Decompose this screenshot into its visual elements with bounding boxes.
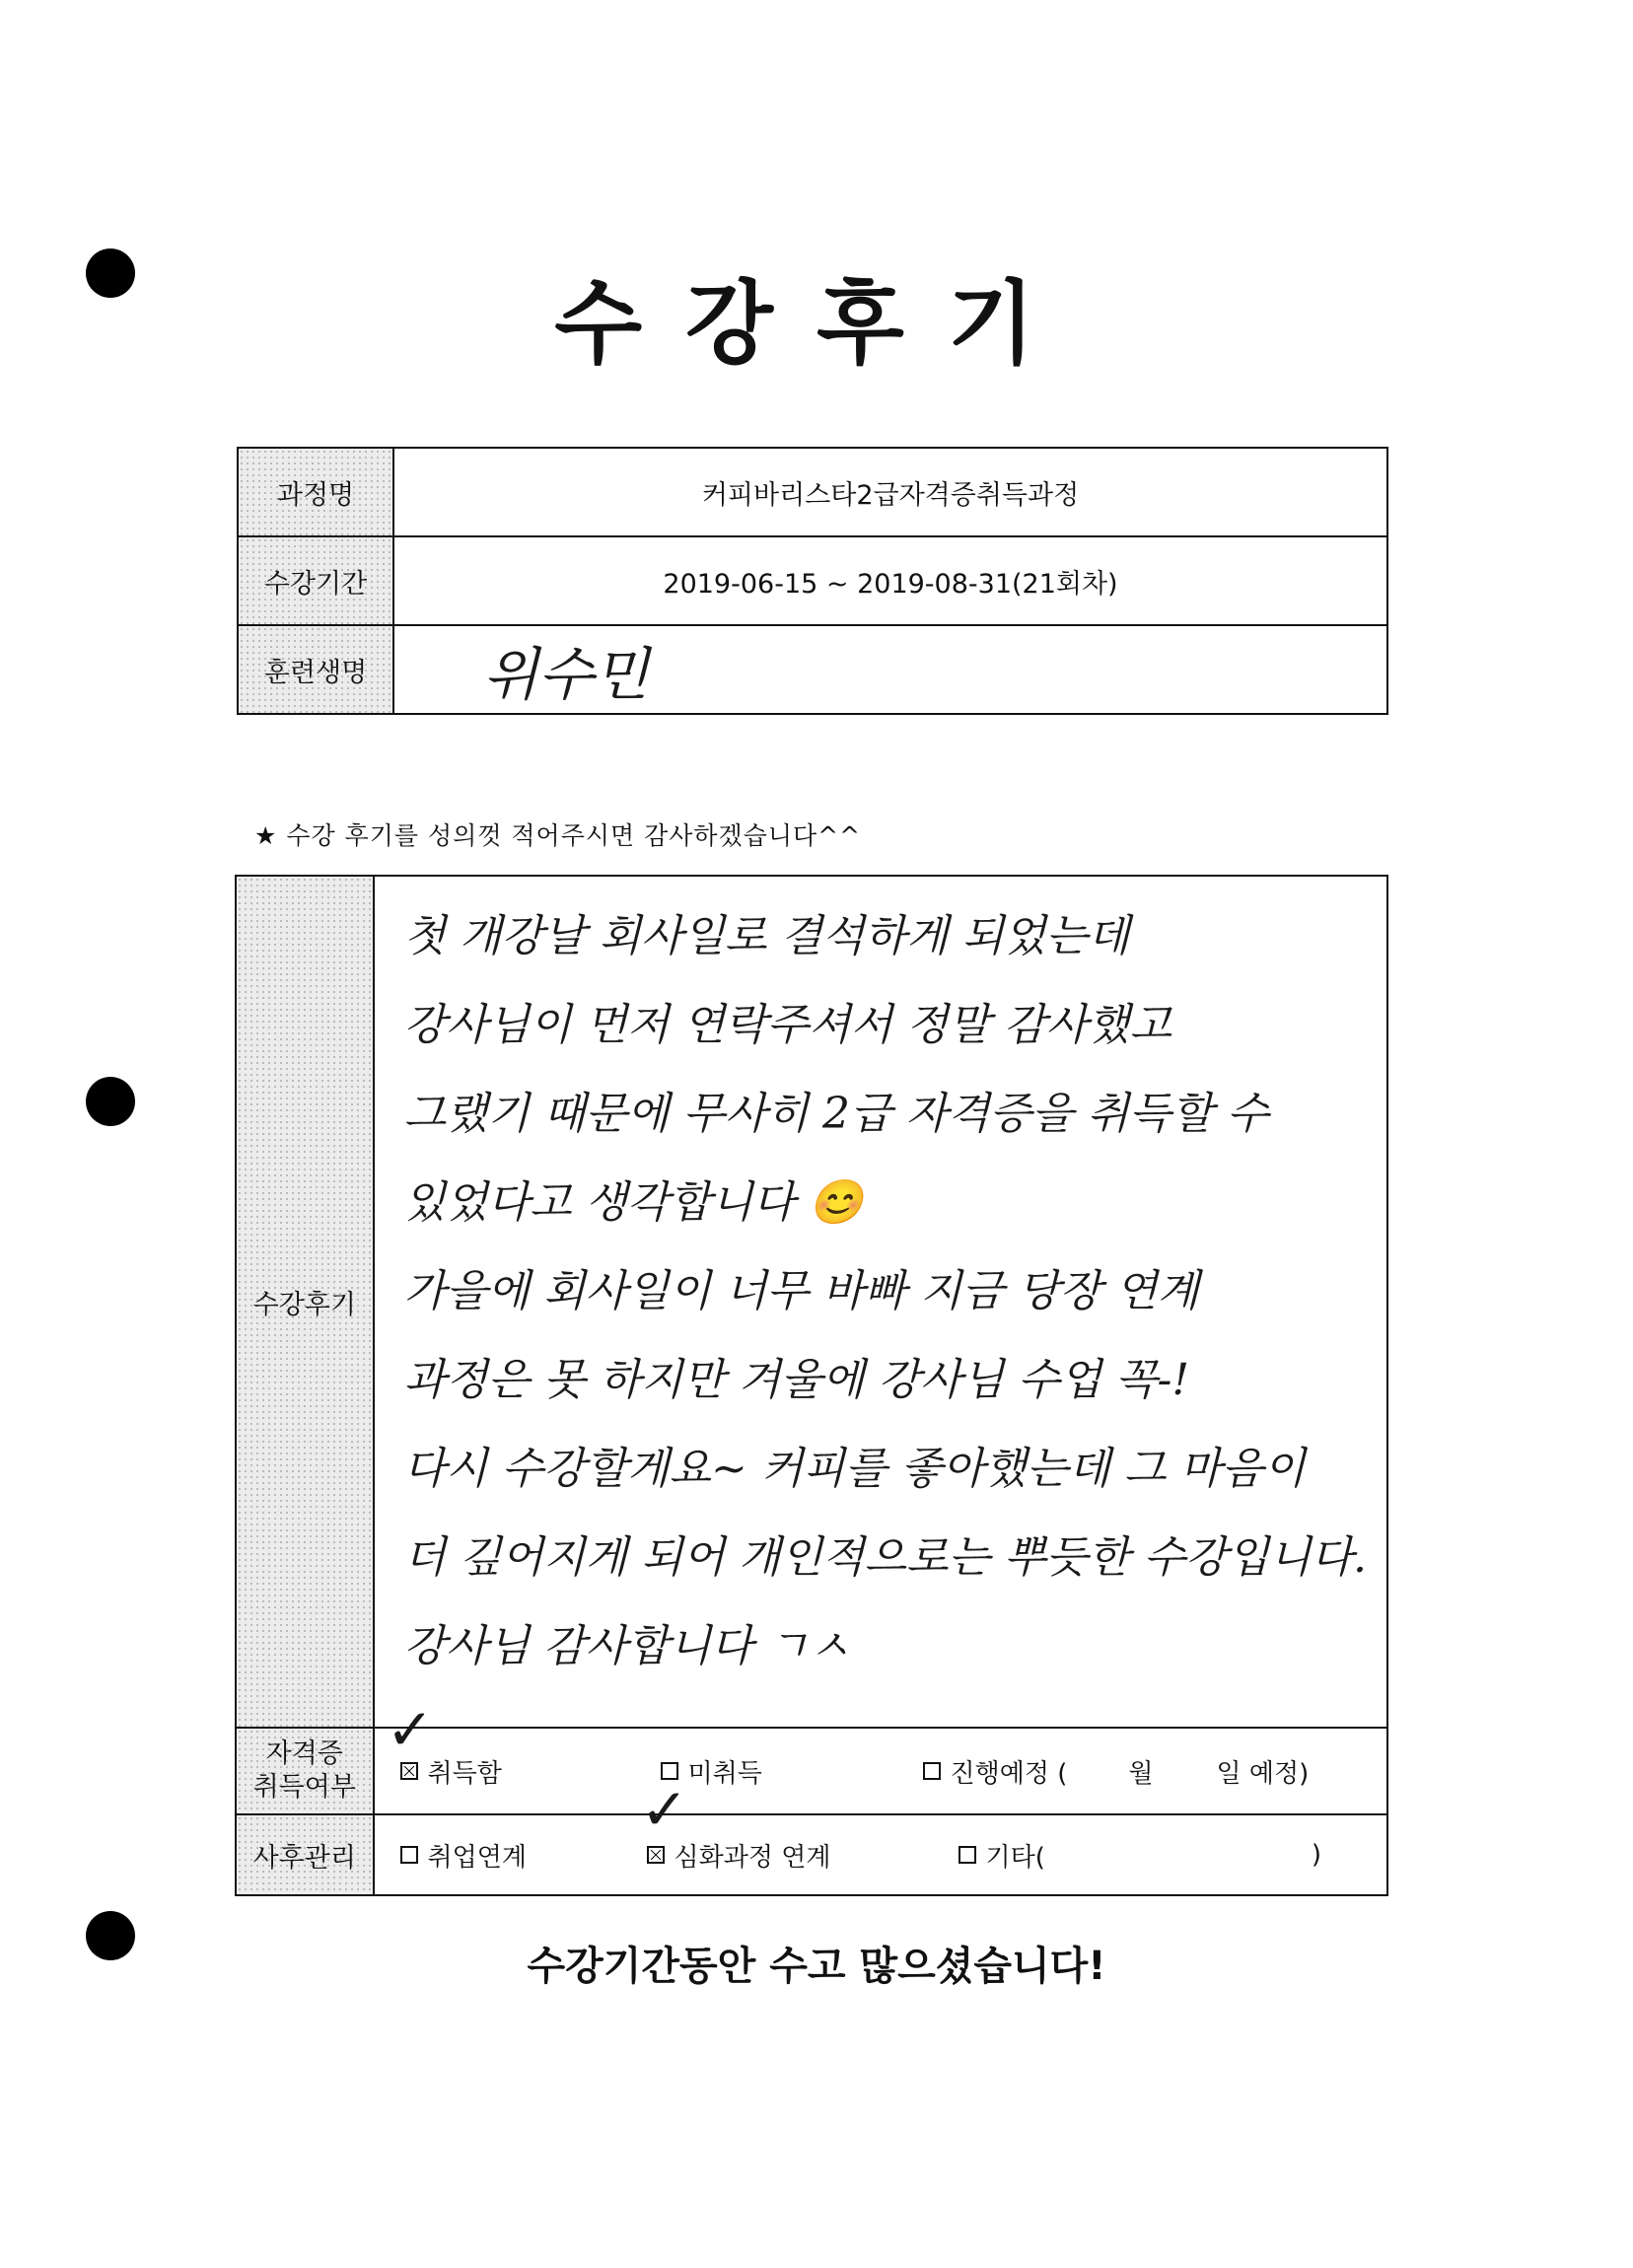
course-period-value: 2019-06-15 ~ 2019-08-31(21회차): [393, 536, 1387, 625]
review-label: 수강후기: [236, 876, 374, 1728]
certification-label: [236, 1728, 374, 1814]
review-line: 과정은 못 하지만 겨울에 강사님 수업 꼭-!: [403, 1355, 1190, 1405]
closing-message: 수강기간동안 수고 많으셨습니다!: [527, 1944, 1106, 1989]
option-not-acquired[interactable]: [661, 1753, 923, 1790]
review-line: 강사님 감사합니다 ㄱㅅ: [403, 1621, 851, 1671]
day-planned: 일 예정): [1216, 1758, 1310, 1789]
course-name-value: 커피바리스타2급자격증취득과정: [393, 448, 1387, 536]
checkbox[interactable]: [400, 1846, 418, 1864]
course-name-label: 과정명: [238, 448, 393, 536]
checkbox[interactable]: [923, 1762, 941, 1780]
document-title: 수강후기: [554, 271, 1079, 377]
instruction-note: ★ 수강 후기를 성의껏 적어주시면 감사하겠습니다^^: [254, 821, 862, 850]
checkbox-checked[interactable]: [400, 1762, 418, 1780]
checkbox[interactable]: [958, 1846, 976, 1864]
checkbox-checked[interactable]: [647, 1846, 665, 1864]
option-in-progress[interactable]: [923, 1753, 1310, 1790]
handwritten-check-mark: ✓: [386, 1695, 435, 1763]
handwritten-check-mark: ✓: [640, 1775, 689, 1843]
course-info-table: [237, 447, 1388, 715]
certification-options: [374, 1695, 1388, 1814]
option-in-progress-label: 진행예정 (: [950, 1758, 1068, 1789]
review-text-area: [374, 876, 1388, 1728]
review-table: [235, 875, 1388, 1896]
review-line: 강사님이 먼저 연락주셔서 정말 감사했고: [403, 1000, 1172, 1050]
review-line: 있었다고 생각합니다 😊: [403, 1177, 863, 1228]
review-line: 가을에 회사일이 너무 바빠 지금 당장 연계: [403, 1266, 1199, 1316]
certification-label-line1: 자격증: [265, 1738, 343, 1769]
option-not-acquired-label: 미취득: [687, 1758, 762, 1789]
option-job-link[interactable]: [400, 1837, 647, 1874]
month-word: 월: [1128, 1758, 1154, 1789]
trainee-name-value: 위수민: [393, 625, 1387, 714]
option-advanced-course[interactable]: [640, 1775, 958, 1874]
option-acquired-label: 취득함: [427, 1758, 502, 1789]
certification-label-line2: 취득여부: [252, 1772, 356, 1803]
review-line: 다시 수강할게요~ 커피를 좋아했는데 그 마음이: [403, 1444, 1306, 1494]
option-other-close: ): [1311, 1840, 1322, 1870]
option-job-link-label: 취업연계: [427, 1842, 527, 1873]
followup-label: 사후관리: [236, 1814, 374, 1895]
option-other-label: 기타(: [985, 1842, 1045, 1873]
trainee-name-label: 훈련생명: [238, 625, 393, 714]
review-line: 더 깊어지게 되어 개인적으로는 뿌듯한 수강입니다.: [403, 1532, 1367, 1583]
review-line: 그랬기 때문에 무사히 2급 자격증을 취득할 수: [403, 1089, 1269, 1139]
option-acquired[interactable]: [386, 1695, 661, 1790]
option-other[interactable]: [958, 1837, 1322, 1874]
option-advanced-course-label: 심화과정 연계: [674, 1842, 831, 1873]
course-period-label: 수강기간: [238, 536, 393, 625]
followup-options: [374, 1775, 1388, 1895]
punch-hole-middle: [86, 1077, 135, 1126]
review-line: 첫 개강날 회사일로 결석하게 되었는데: [403, 911, 1130, 961]
